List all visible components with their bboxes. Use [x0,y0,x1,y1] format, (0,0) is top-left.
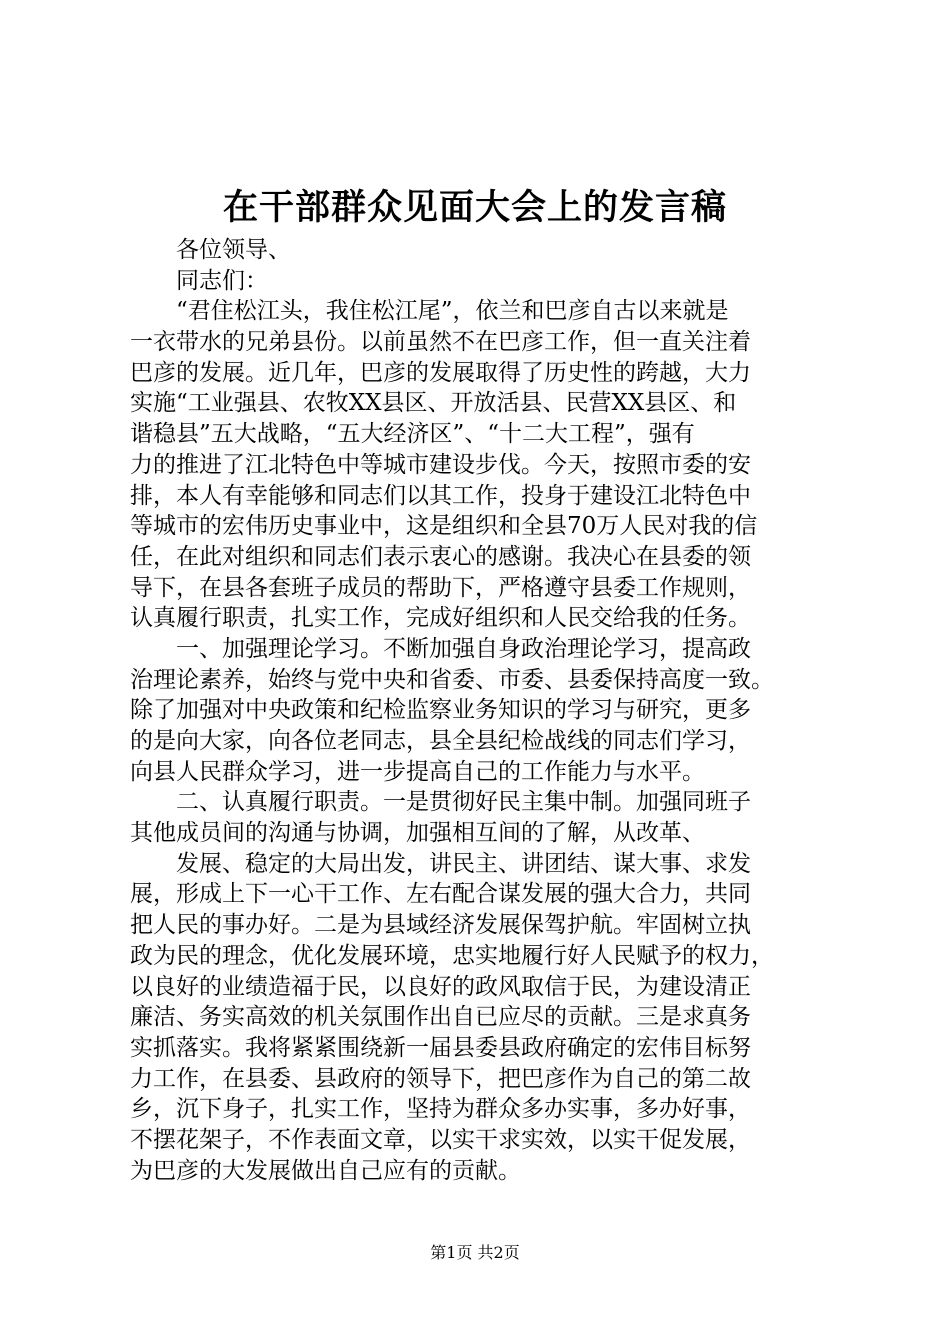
body-line: 实施“工业强县、农牧XX县区、开放活县、民营XX县区、和 [130,390,737,417]
document-body [130,235,850,1186]
body-line: 二、认真履行职责。一是贯彻好民主集中制。加强同班子 [176,789,751,816]
body-line: 等城市的宏伟历史事业中，这是组织和全县70万人民对我的信 [130,513,758,540]
body-line: 其他成员间的沟通与协调，加强相互间的了解，从改革、 [130,820,705,847]
body-line: 乡，沉下身子，扎实工作，坚持为群众多办实事，多办好事， [130,1096,751,1123]
body-line: 发展、稳定的大局出发，讲民主、讲团结、谋大事、求发 [176,850,751,877]
body-line: 的是向大家，向各位老同志，县全县纪检战线的同志们学习， [130,728,751,754]
body-line: 把人民的事办好。二是为县域经济发展保驾护航。牢固树立执 [130,912,751,939]
body-line: 谐稳县”五大战略，“五大经济区”、“十二大工程”，强有 [130,421,695,448]
body-line: 向县人民群众学习，进一步提高自己的工作能力与水平。 [130,758,705,785]
body-line: 排，本人有幸能够和同志们以其工作，投身于建设江北特色中 [130,482,751,509]
body-line: 一、加强理论学习。不断加强自身政治理论学习，提高政 [176,635,751,662]
body-line: “君住松江头，我住松江尾”，依兰和巴彦自古以来就是 [176,298,729,325]
body-line: 力工作，在县委、县政府的领导下，把巴彦作为自己的第二故 [130,1065,751,1092]
body-line: 巴彦的发展。近几年，巴彦的发展取得了历史性的跨越，大力 [130,359,751,386]
body-line: 导下，在县各套班子成员的帮助下，严格遵守县委工作规则， [130,574,751,601]
body-line: 为巴彦的大发展做出自己应有的贡献。 [130,1157,521,1184]
body-line: 廉洁、务实高效的机关氛围作出自已应尽的贡献。三是求真务 [130,1004,751,1031]
body-line: 政为民的理念，优化发展环境，忠实地履行好人民赋予的权力， [130,942,774,969]
body-line: 同志们： [176,267,268,294]
document-title: 在干部群众见面大会上的发言稿 [222,187,727,228]
body-line: 各位领导、 [176,237,291,263]
body-line: 一衣带水的兄弟县份。以前虽然不在巴彦工作，但一直关注着 [130,329,751,356]
body-line: 不摆花架子，不作表面文章，以实干求实效，以实干促发展， [130,1126,751,1153]
body-line: 实抓落实。我将紧紧围绕新一届县委县政府确定的宏伟目标努 [130,1034,751,1061]
page-footer: 第1页 共2页 [430,1243,520,1262]
body-line: 认真履行职责，扎实工作，完成好组织和人民交给我的任务。 [130,605,751,632]
body-line: 治理论素养，始终与党中央和省委、市委、县委保持高度一致。 [130,666,774,693]
body-line: 以良好的业绩造福于民，以良好的政风取信于民，为建设清正 [130,973,751,1000]
body-line: 力的推进了江北特色中等城市建设步伐。今天，按照市委的安 [130,451,751,478]
body-line: 任，在此对组织和同志们表示衷心的感谢。我决心在县委的领 [130,543,751,570]
body-line: 展，形成上下一心干工作、左右配合谋发展的强大合力，共同 [130,881,751,908]
body-line: 除了加强对中央政策和纪检监察业务知识的学习与研究，更多 [130,697,751,724]
